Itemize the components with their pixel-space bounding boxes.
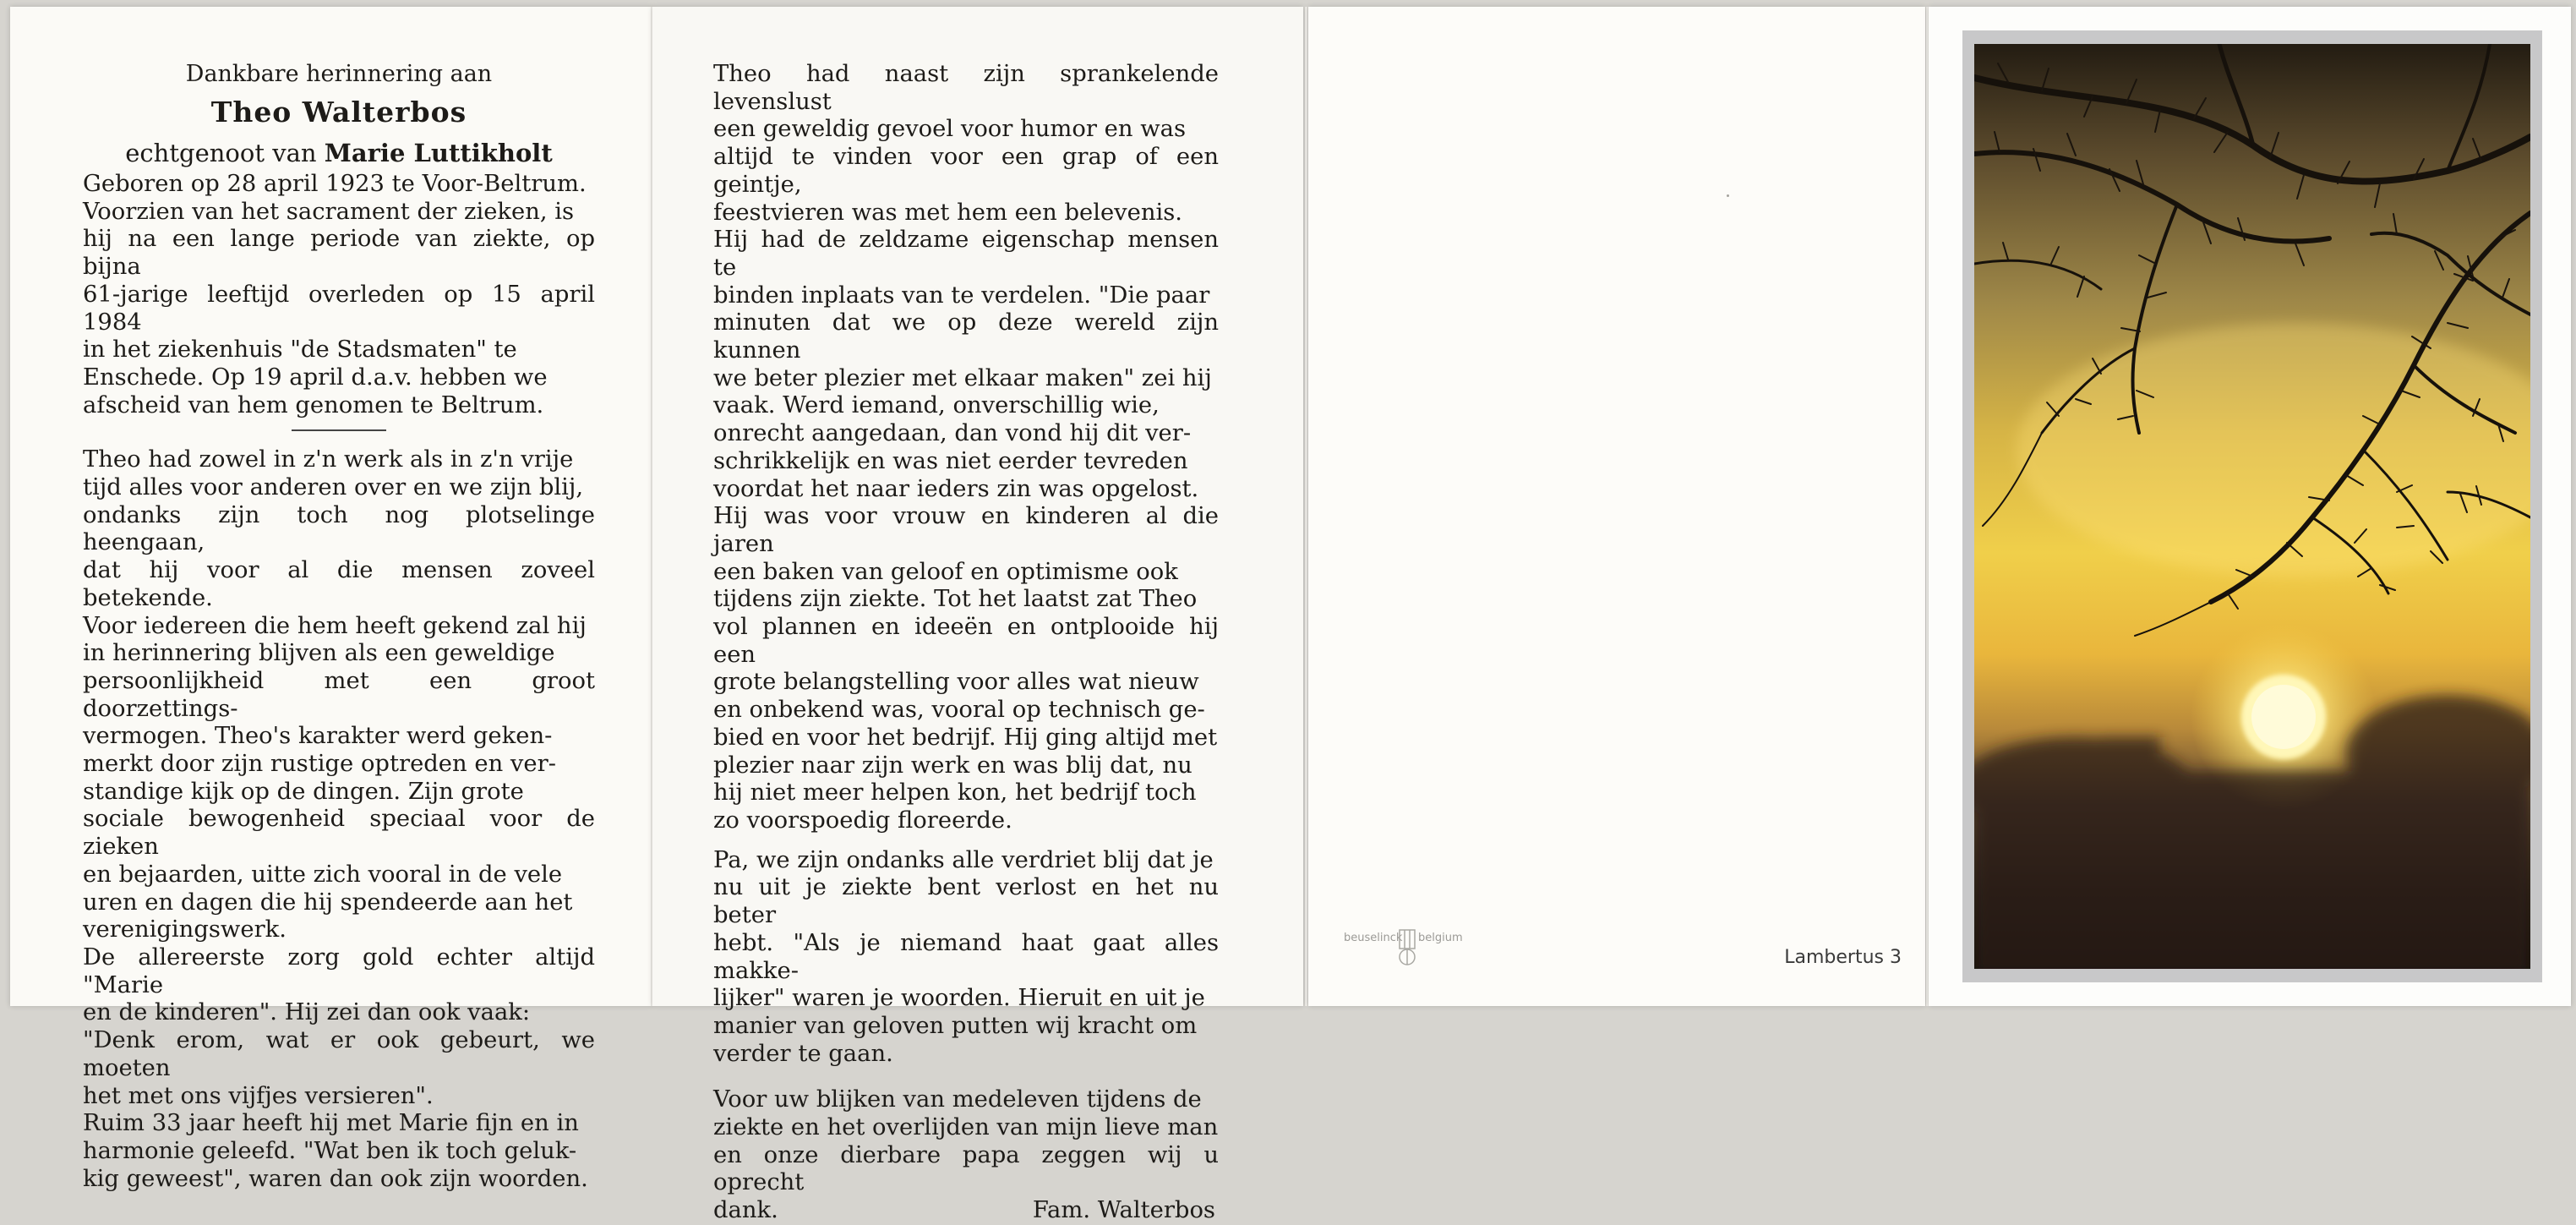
text-line: lijker" waren je woorden. Hieruit en uit je <box>713 985 1205 1012</box>
intro-line: Dankbare herinnering aan <box>185 61 493 87</box>
text-line: 61-jarige leeftijd overleden op 15 april 1984 <box>83 281 595 336</box>
text-line: een baken van geloof en optimisme ook <box>713 558 1178 585</box>
memorial-text-column-1 <box>83 57 595 1193</box>
paper-speck <box>1727 194 1729 197</box>
text-line: minuten dat we op deze wereld zijn kunnen <box>713 309 1219 364</box>
fold-line <box>1305 7 1307 1006</box>
text-line: en de kinderen". Hij zei dan ook vaak: <box>83 999 531 1026</box>
text-line: harmonie geleefd. "Wat ben ik toch geluk- <box>83 1137 577 1164</box>
bio-paragraph <box>83 171 595 419</box>
text-line: Theo had naast zijn sprankelende levenslust <box>713 61 1219 115</box>
text-line: Ruim 33 jaar heeft hij met Marie fijn en in <box>83 1110 579 1137</box>
text-line: "Denk erom, wat er ook gebeurt, we moeten <box>83 1027 595 1081</box>
text-line: Voor iedereen die hem heeft gekend zal hij <box>83 612 587 639</box>
text-line: persoonlijkheid met een groot doorzettings- <box>83 667 595 722</box>
publisher-country: belgium <box>1418 932 1463 944</box>
text-line: voordat het naar ieders zin was opgelost. <box>713 475 1199 502</box>
text-line: afscheid van hem genomen te Beltrum. <box>83 391 544 418</box>
card-header <box>83 57 595 171</box>
text-line: ondanks zijn toch nog plotselinge heengaan, <box>83 501 595 556</box>
text-line: en onze dierbare papa zeggen wij u oprecht <box>713 1141 1219 1196</box>
inner-right-panel <box>652 7 1303 1224</box>
spouse-line <box>83 135 595 171</box>
text-line: in het ziekenhuis "de Stadsmaten" te <box>83 336 517 364</box>
text-line: De allereerste zorg gold echter altijd "Marie <box>83 943 595 998</box>
text-line: vermogen. Theo's karakter werd geken- <box>83 723 553 750</box>
text-line: ziekte en het overlijden van mijn lieve man <box>713 1114 1219 1141</box>
text-line: verder te gaan. <box>713 1040 893 1067</box>
photo-frame <box>1962 30 2542 982</box>
tribute-text-1 <box>83 446 595 1193</box>
text-line: en onbekend was, vooral op technisch ge- <box>713 697 1205 724</box>
text-line: tijd alles voor anderen over en we zijn blij, <box>83 474 584 501</box>
text-line: sociale bewogenheid speciaal voor de zieken <box>83 806 595 861</box>
text-line: merkt door zijn rustige optreden en ver- <box>83 751 556 778</box>
text-line: het met ons vijfjes versieren". <box>83 1082 434 1109</box>
spouse-name: Marie Luttikholt <box>324 139 553 167</box>
thanks-text <box>713 1086 1219 1197</box>
text-line: altijd te vinden voor een grap of een geintje, <box>713 144 1219 198</box>
text-line: hebt. "Als je niemand haat gaat alles makke- <box>713 929 1219 984</box>
text-line: feestvieren was met hem een belevenis. <box>713 199 1183 226</box>
text-line: verenigingswerk. <box>83 916 287 943</box>
text-line: Hij had de zeldzame eigenschap mensen te <box>713 227 1219 281</box>
deceased-name: Theo Walterbos <box>210 96 467 129</box>
sunset-photo <box>1974 44 2530 969</box>
text-line: een geweldig gevoel voor humor en was <box>713 116 1187 143</box>
publisher-name: beuselinck <box>1344 932 1403 944</box>
text-line: we beter plezier met elkaar maken" zei hij <box>713 364 1212 391</box>
text-line: en bejaarden, uitte zich vooral in de vele <box>83 861 563 888</box>
text-line: hij na een lange periode van ziekte, op bijna <box>83 226 595 281</box>
text-line: Theo had zowel in z'n werk als in z'n vrije <box>83 446 574 473</box>
text-line: uren en dagen die hij spendeerde aan het <box>83 889 573 916</box>
sunset-branches-image <box>1974 44 2530 969</box>
closing-line <box>713 1197 1219 1225</box>
text-line: grote belangstelling voor alles wat nieuw <box>713 669 1199 696</box>
text-line: Voor uw blijken van medeleven tijdens de <box>713 1086 1202 1113</box>
text-line: schrikkelijk en was niet eerder tevreden <box>713 447 1188 474</box>
card-code: Lambertus 3 <box>1784 947 1902 968</box>
publisher-logo <box>1310 928 1463 969</box>
front-panel <box>1929 7 2571 1006</box>
text-line: nu uit je ziekte bent verlost en het nu beter <box>713 874 1219 929</box>
text-line: manier van geloven putten wij kracht om <box>713 1012 1198 1039</box>
text-line: bied en voor het bedrijf. Hij ging altijd met <box>713 724 1218 751</box>
text-line: kig geweest", waren dan ook zijn woorden. <box>83 1165 588 1192</box>
text-line: Geboren op 28 april 1923 te Voor-Beltrum. <box>83 171 587 197</box>
text-line: Enschede. Op 19 april d.a.v. hebben we <box>83 364 548 391</box>
inner-left-panel <box>10 7 652 1192</box>
text-line: Voorzien van het sacrament der zieken, is <box>83 198 575 225</box>
text-line: dat hij voor al die mensen zoveel betekende. <box>83 557 595 611</box>
tribute-text-3 <box>713 847 1219 1069</box>
text-line: zo voorspoedig floreerde. <box>713 807 1012 834</box>
text-line: onrecht aangedaan, dan vond hij dit ver- <box>713 420 1192 447</box>
spouse-prefix: echtgenoot van <box>125 139 317 167</box>
back-panel <box>1308 7 1925 1006</box>
text-line: standige kijk op de dingen. Zijn grote <box>83 778 524 805</box>
signature: Fam. Walterbos <box>1032 1197 1215 1224</box>
memorial-text-column-2 <box>713 61 1219 1225</box>
closing-word: dank. <box>713 1197 778 1224</box>
divider-rule <box>292 429 386 431</box>
text-line: tijdens zijn ziekte. Tot het laatst zat Theo <box>713 586 1198 613</box>
publisher-emblem-icon <box>1398 928 1416 967</box>
text-line: hij niet meer helpen kon, het bedrijf toch <box>713 779 1197 807</box>
text-line: plezier naar zijn werk en was blij dat, nu <box>713 752 1192 779</box>
text-line: vaak. Werd iemand, onverschillig wie, <box>713 392 1160 419</box>
tribute-text-2 <box>713 61 1219 835</box>
text-line: vol plannen en ideeën en ontplooide hij een <box>713 614 1219 668</box>
text-line: in herinnering blijven als een geweldige <box>83 640 555 667</box>
text-line: Hij was voor vrouw en kinderen al die jaren <box>713 503 1219 557</box>
text-line: Pa, we zijn ondanks alle verdriet blij dat je <box>713 846 1214 873</box>
text-line: binden inplaats van te verdelen. "Die paar <box>713 282 1210 309</box>
